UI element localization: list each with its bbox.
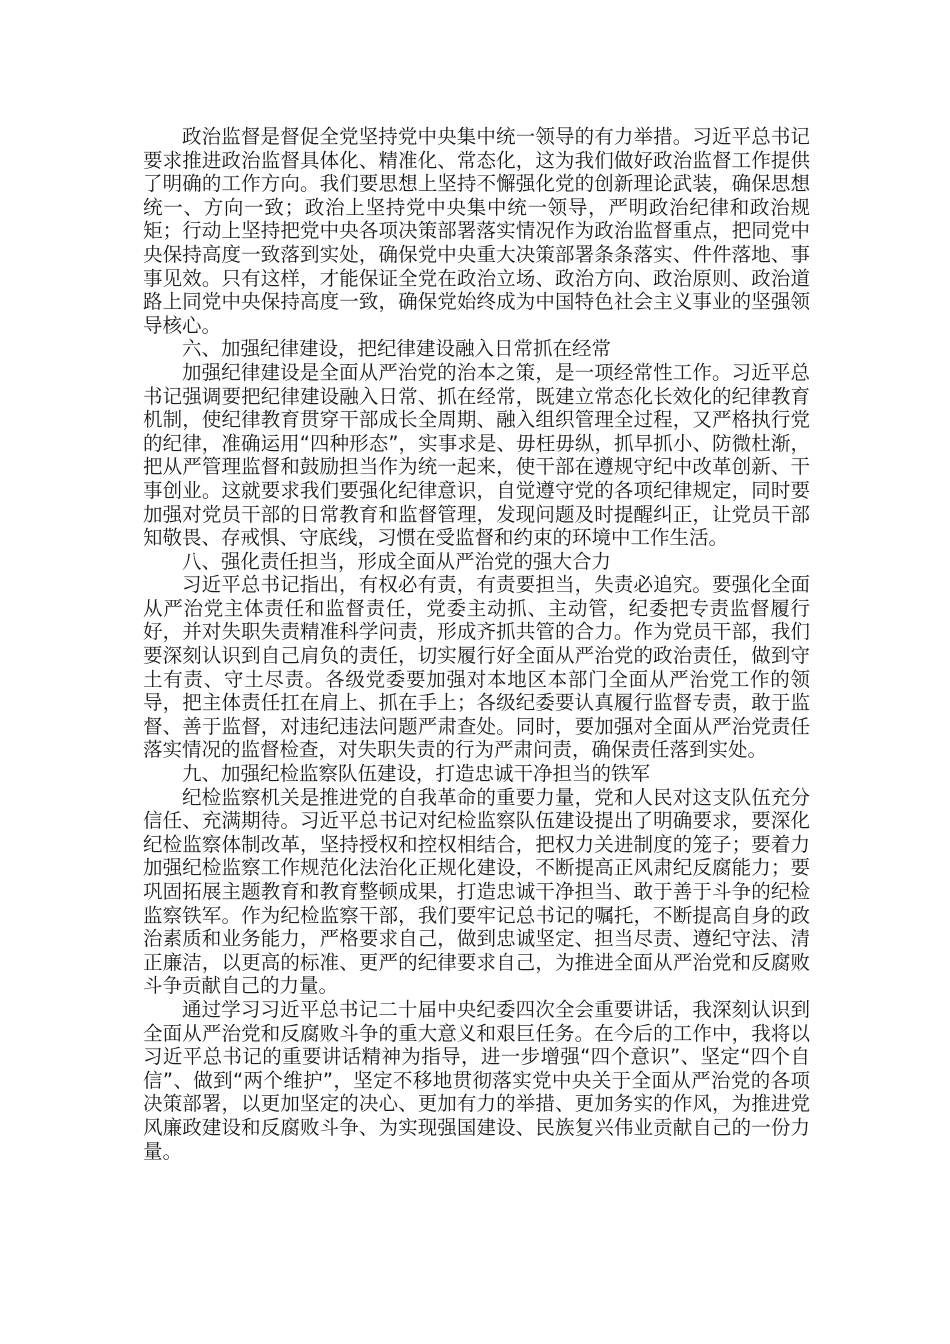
section-heading-team-building: 九、加强纪检监察队伍建设，打造忠诚干净担当的铁军	[182, 762, 651, 786]
paragraph-discipline: 加强纪律建设是全面从严治党的治本之策，是一项经常性工作。习近平总书记强调要把纪律建设融入日常、抓在经常，既建立常态化长效化的纪律教育机制，使纪律教育贯穿干部成长全周期、融入组织管理全过程，又严格执行党的纪律，准确运用“四种形态”，实事求是、毋枉毋纵，抓早抓小、防微杜渐，把从严管理监督和鼓励担当作为统一起来，使干部在遵规守纪中改革创新、干事创业。这就要求我们要强化纪律意识，自觉遵守党的各项纪律规定，同时要加强对党员干部的日常教育和监督管理，发现问题及时提醒纠正，让党员干部知敬畏、存戒惧、守底线，习惯在受监督和约束的环境中工作生活。	[143, 360, 810, 550]
paragraph-political-supervision: 政治监督是督促全党坚持党中央集中统一领导的有力举措。习近平总书记要求推进政治监督具体化、精准化、常态化，这为我们做好政治监督工作提供了明确的工作方向。我们要思想上坚持不懈强化党的创新理论武装，确保思想统一、方向一致；政治上坚持党中央集中统一领导，严明政治纪律和政治规矩；行动上坚持把党中央各项决策部署落实情况作为政治监督重点，把同党中央保持高度一致落到实处，确保党中央重大决策部署条条落实、件件落地、事事见效。只有这样，才能保证全党在政治立场、政治方向、政治原则、政治道路上同党中央保持高度一致，确保党始终成为中国特色社会主义事业的坚强领导核心。	[143, 125, 810, 337]
document-body	[143, 125, 810, 1163]
section-heading-responsibility: 八、强化责任担当，形成全面从严治党的强大合力	[182, 549, 612, 573]
paragraph-conclusion: 通过学习习近平总书记二十届中央纪委四次全会重要讲话，我深刻认识到全面从严治党和反腐败斗争的重大意义和艰巨任务。在今后的工作中，我将以习近平总书记的重要讲话精神为指导，进一步增强“四个意识”、坚定“四个自信”、做到“两个维护”，坚定不移地贯彻落实党中央关于全面从严治党的各项决策部署，以更加坚定的决心、更加有力的举措、更加务实的作风，为推进党风廉政建设和反腐败斗争、为实现强国建设、民族复兴伟业贡献自己的一份力量。	[143, 997, 810, 1163]
paragraph-responsibility: 习近平总书记指出，有权必有责，有责要担当，失责必追究。要强化全面从严治党主体责任和监督责任，党委主动抓、主动管，纪委把专责监督履行好，并对失职失责精准科学问责，形成齐抓共管的合力。作为党员干部，我们要深刻认识到自己肩负的责任，切实履行好全面从严治党的政治责任，做到守土有责、守土尽责。各级党委要加强对本地区本部门全面从严治党工作的领导，把主体责任扛在肩上、抓在手上；各级纪委要认真履行监督专责，敢于监督、善于监督，对违纪违法问题严肃查处。同时，要加强对全面从严治党责任落实情况的监督检查，对失职失责的行为严肃问责，确保责任落到实处。	[143, 573, 810, 762]
section-heading-discipline: 六、加强纪律建设，把纪律建设融入日常抓在经常	[182, 337, 612, 361]
paragraph-team-building: 纪检监察机关是推进党的自我革命的重要力量，党和人民对这支队伍充分信任、充满期待。习近平总书记对纪检监察队伍建设提出了明确要求，要深化纪检监察体制改革，坚持授权和控权相结合，把权力关进制度的笼子；要着力加强纪检监察工作规范化法治化正规化建设，不断提高正风肃纪反腐能力；要巩固拓展主题教育和教育整顿成果，打造忠诚干净担当、敢于善于斗争的纪检监察铁军。作为纪检监察干部，我们要牢记总书记的嘱托，不断提高自身的政治素质和业务能力，严格要求自己，做到忠诚坚定、担当尽责、遵纪守法、清正廉洁，以更高的标准、更严的纪律要求自己，为推进全面从严治党和反腐败斗争贡献自己的力量。	[143, 785, 810, 998]
